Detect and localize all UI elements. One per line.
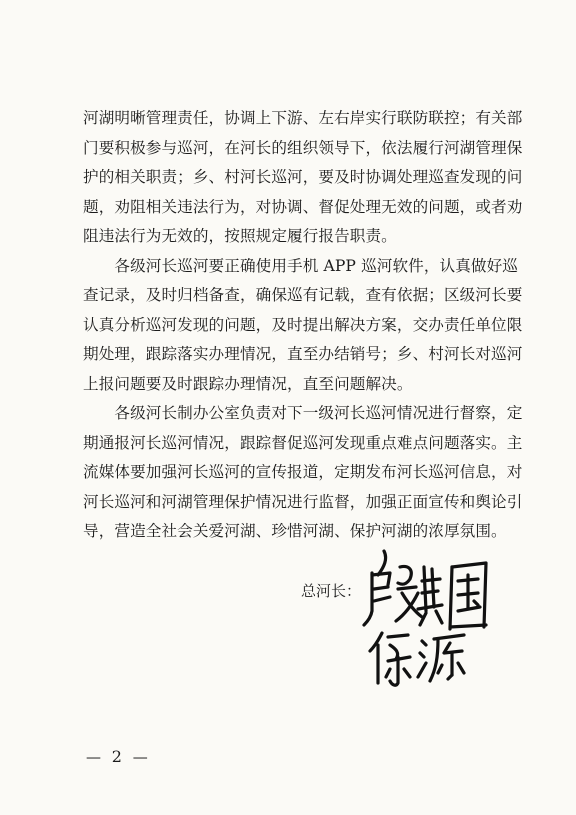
text-line: 河湖明晰管理责任，协调上下游、左右岸实行联防联控；有关部 xyxy=(83,109,523,127)
signature-block xyxy=(292,545,512,695)
text-line: 期通报河长巡河情况，跟踪督促巡河发现重点难点问题落实。主 xyxy=(83,433,523,452)
text-line: 护的相关职责；乡、村河长巡河，要及时协调处理巡查发现的问 xyxy=(83,168,523,186)
text-line: 期处理，跟踪落实办理情况，直至办结销号；乡、村河长对巡河 xyxy=(83,345,523,363)
text-line: 流媒体要加强河长巡河的宣传报道，定期发布河长巡河信息，对 xyxy=(83,463,523,481)
text-line: 各级河长巡河要正确使用手机 APP 巡河软件，认真做好巡 xyxy=(83,256,519,275)
page-number-dash-right: — xyxy=(132,748,150,766)
text-line: 题，劝阻相关违法行为，对协调、督促处理无效的问题，或者劝 xyxy=(83,197,523,216)
text-line: 各级河长制办公室负责对下一级河长巡河情况进行督察，定 xyxy=(83,404,523,422)
signature-2 xyxy=(370,633,464,685)
signature-1 xyxy=(364,551,486,629)
text-line: 门要积极参与巡河，在河长的组织领导下，依法履行河湖管理保 xyxy=(83,138,523,157)
body-text xyxy=(83,104,523,547)
text-line: 认真分析巡河发现的问题，及时提出解决方案，交办责任单位限 xyxy=(83,315,523,334)
text-line: 导，营造全社会关爱河湖、珍惜河湖、保护河湖的浓厚氛围。 xyxy=(83,522,507,540)
page-number-value: 2 xyxy=(111,747,124,766)
text-line: 河长巡河和河湖管理保护情况进行监督，加强正面宣传和舆论引 xyxy=(83,492,523,511)
page-number xyxy=(86,747,150,766)
text-line: 查记录，及时归档备查，确保巡有记载，查有依据；区级河长要 xyxy=(83,286,523,304)
signature-label: 总河长： xyxy=(301,582,362,600)
text-line: 阻违法行为无效的，按照规定履行报告职责。 xyxy=(83,227,397,245)
text-line: 上报问题要及时跟踪办理情况，直至问题解决。 xyxy=(83,374,413,393)
handwritten-signatures xyxy=(292,545,512,695)
page-number-dash-left: — xyxy=(86,748,103,766)
